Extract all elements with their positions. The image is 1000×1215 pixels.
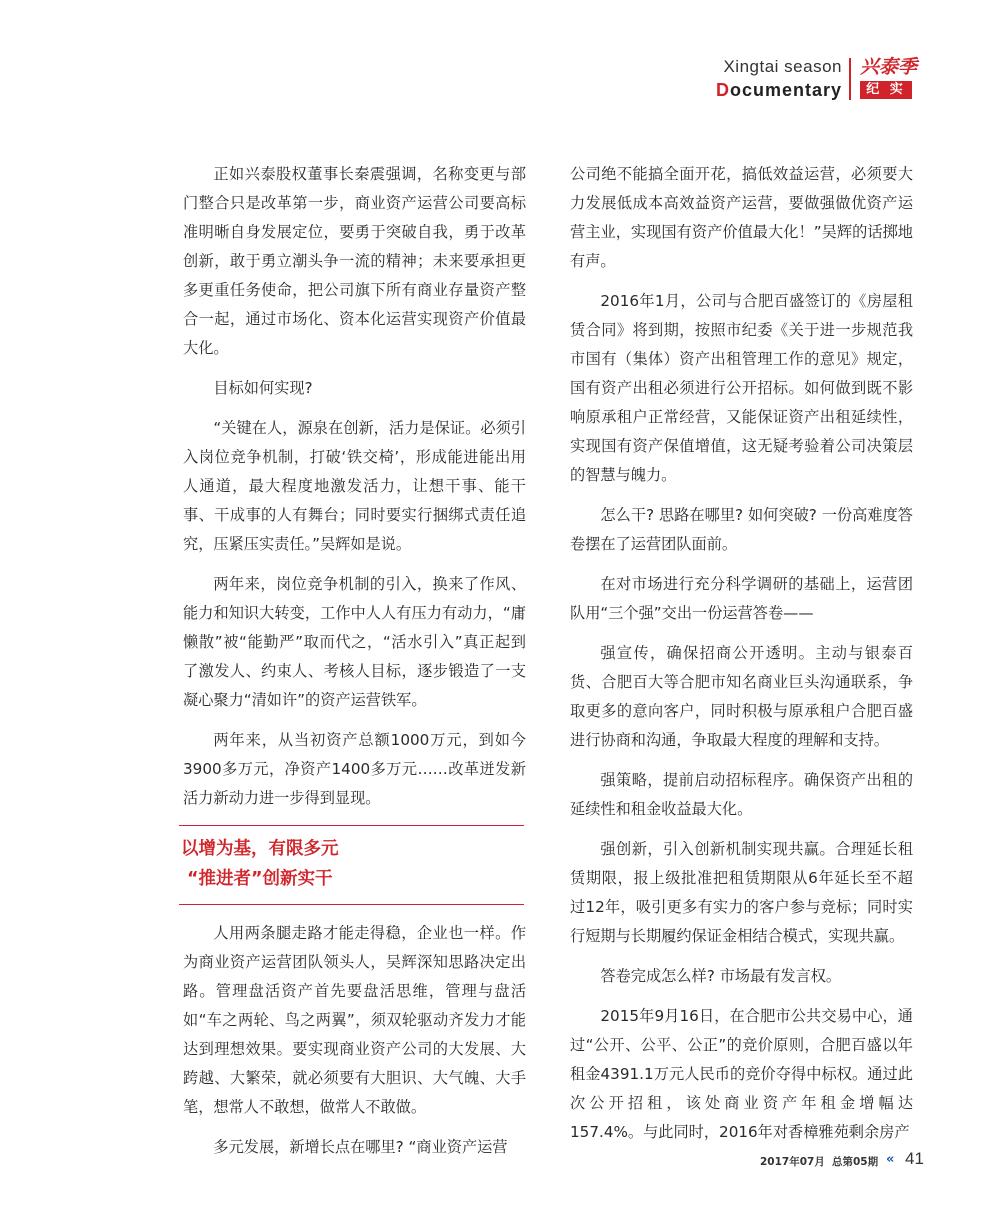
masthead-initial: D <box>715 80 730 100</box>
paragraph: 人用两条腿走路才能走得稳，企业也一样。作为商业资产运营团队领头人，吴辉深知思路决定出路。管理盘活资产首先要盘活思维，管理与盘活如“车之两轮、鸟之两翼”，须双轮驱动齐发力才能达到理想效果。要实现商业资产公司的大发展、大跨越、大繁荣，就必须要有大胆识、大气魄、大手笔，想常人不敢想，做常人不敢做。 <box>183 924 526 1116</box>
right-column <box>570 160 913 1147</box>
page-footer <box>740 1149 930 1172</box>
masthead-divider <box>849 58 851 100</box>
section-heading-line2: “推进者”创新实干 <box>187 869 333 889</box>
paragraph: 正如兴泰股权董事长秦震强调，名称变更与部门整合只是改革第一步，商业资产运营公司要高标准明晰自身发展定位，要勇于突破自我，勇于改革创新，敢于勇立潮头争一流的精神；未来要承担更多更重任务使命，把公司旗下所有商业存量资产整合一起，通过市场化、资本化运营实现资产价值最大化。 <box>183 165 526 357</box>
paragraph: 两年来，岗位竞争机制的引入，换来了作风、能力和知识大转变，工作中人人有压力有动力，“庸懒散”被“能勤严”取而代之，“活水引入”真正起到了激发人、约束人、考核人目标，逐步锻造了一支凝心聚力“清如许”的资产运营铁军。 <box>183 575 526 709</box>
masthead-logo <box>860 56 918 99</box>
left-column <box>183 160 526 1162</box>
paragraph: 两年来，从当初资产总额1000万元，到如今3900多万元，净资产1400多万元……改革迸发新活力新动力进一步得到显现。 <box>183 731 526 807</box>
paragraph: 2016年1月，公司与合肥百盛签订的《房屋租赁合同》将到期，按照市纪委《关于进一步规范我市国有（集体）资产出租管理工作的意见》规定，国有资产出租必须进行公开招标。如何做到既不影响原承租户正常经营，又能保证资产出租延续性，实现国有资产保值增值，这无疑考验着公司决策层的智慧与魄力。 <box>570 292 913 484</box>
issue-date: 2017年07月 <box>760 1156 825 1168</box>
masthead-title-en: Xingtai season <box>723 57 842 76</box>
continued-paragraph: 公司绝不能搞全面开花，搞低效益运营，必须要大力发展低成本高效益资产运营，要做强做优资产运营主业，实现国有资产价值最大化！”吴辉的话掷地有声。 <box>570 165 913 270</box>
section-heading <box>179 825 524 905</box>
paragraph: 目标如何实现? <box>213 379 313 397</box>
double-chevron-left-icon: « <box>886 1152 895 1167</box>
issue-number: 总第05期 <box>832 1156 879 1168</box>
masthead <box>640 52 920 104</box>
logo-section-badge: 纪 实 <box>860 81 912 99</box>
masthead-text <box>716 56 842 102</box>
paragraph: 在对市场进行充分科学调研的基础上，运营团队用“三个强”交出一份运营答卷—— <box>570 575 913 622</box>
section-heading-line1: 以增为基，有限多元 <box>181 839 339 859</box>
paragraph: 强创新，引入创新机制实现共赢。合理延长租赁期限，报上级批准把租赁期限从6年延长至不超过12年，吸引更多有实力的客户参与竞标；同时实行短期与长期履约保证金相结合模式，实现共赢。 <box>570 840 913 945</box>
paragraph: “关键在人，源泉在创新，活力是保证。必须引入岗位竞争机制，打破‘铁交椅’，形成能进能出用人通道，最大程度地激发活力，让想干事、能干事、干成事的人有舞台；同时要实行捆绑式责任追究，压紧压实责任。”吴辉如是说。 <box>183 419 526 553</box>
paragraph: 怎么干? 思路在哪里? 如何突破? 一份高难度答卷摆在了运营团队面前。 <box>570 506 913 553</box>
page-number: 41 <box>905 1149 924 1168</box>
paragraph: 多元发展，新增长点在哪里? “商业资产运营 <box>213 1138 508 1156</box>
paragraph: 2015年9月16日，在合肥市公共交易中心，通过“公开、公平、公正”的竞价原则，合肥百盛以年租金4391.1万元人民币的竞价夺得中标权。通过此次公开招租，该处商业资产年租金增幅达157.4%。与此同时，2016年对香樟雅苑剩余房产 <box>570 1007 913 1141</box>
paragraph: 强策略，提前启动招标程序。确保资产出租的延续性和租金收益最大化。 <box>570 771 913 818</box>
paragraph: 强宣传，确保招商公开透明。主动与银泰百货、合肥百大等合肥市知名商业巨头沟通联系，争取更多的意向客户，同时积极与原承租户合肥百盛进行协商和沟通，争取最大程度的理解和支持。 <box>570 644 913 749</box>
logo-title: 兴泰季 <box>860 56 918 78</box>
paragraph: 答卷完成怎么样? 市场最有发言权。 <box>600 967 842 985</box>
masthead-section-en <box>716 78 842 102</box>
masthead-section-rest: ocumentary <box>729 80 842 100</box>
